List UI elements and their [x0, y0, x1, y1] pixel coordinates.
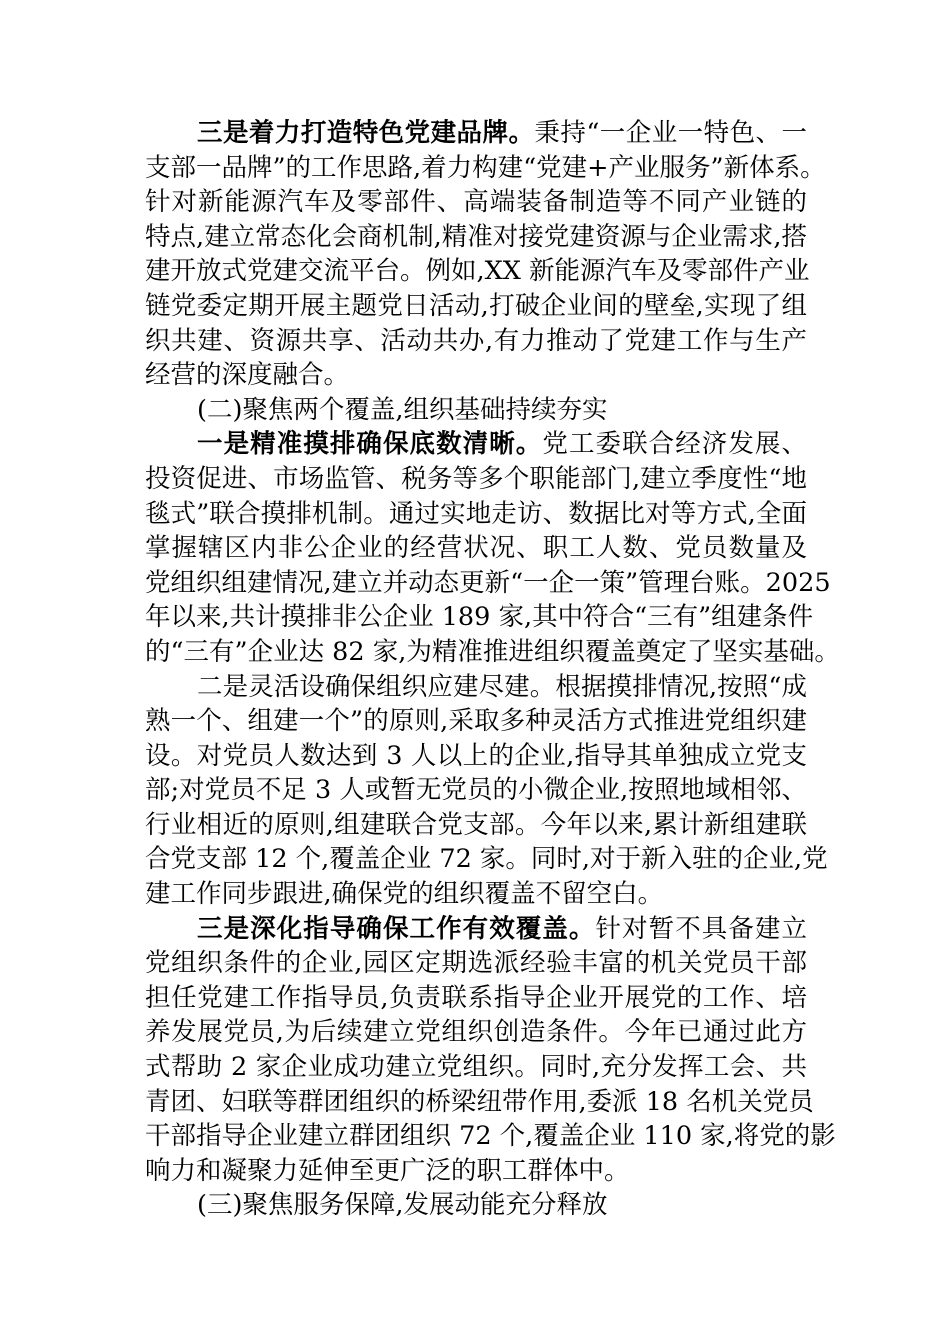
text-line: 建开放式党建交流平台。例如,XX 新能源汽车及零部件产业 — [145, 256, 810, 287]
line-text: 党工委联合经济发展、 — [542, 429, 807, 460]
text-line: 干部指导企业建立群团组织 72 个,覆盖企业 110 家,将党的影 — [145, 1121, 836, 1152]
text-line: 针对新能源汽车及零部件、高端装备制造等不同产业链的 — [145, 187, 807, 218]
section-heading-service-guarantee: (三)聚焦服务保障,发展动能充分释放 — [197, 1190, 608, 1221]
text-line: 毯式”联合摸排机制。通过实地走访、数据比对等方式,全面 — [145, 498, 807, 529]
text-line: 合党支部 12 个,覆盖企业 72 家。同时,对于新入驻的企业,党 — [145, 844, 828, 875]
point-lead: 三是深化指导确保工作有效覆盖。 — [197, 913, 596, 944]
text-line: 部;对党员不足 3 人或暂无党员的小微企业,按照地域相邻、 — [145, 775, 807, 806]
text-line: 青团、妇联等群团组织的桥梁纽带作用,委派 18 名机关党员 — [145, 1086, 814, 1117]
text-line: 年以来,共计摸排非公企业 189 家,其中符合“三有”组建条件 — [145, 602, 814, 633]
text-line: 经营的深度融合。 — [145, 360, 350, 391]
text-line: 织共建、资源共享、活动共办,有力推动了党建工作与生产 — [145, 325, 807, 356]
text-line: 投资促进、市场监管、税务等多个职能部门,建立季度性“地 — [145, 463, 807, 494]
text-line: 养发展党员,为后续建立党组织创造条件。今年已通过此方 — [145, 1017, 807, 1048]
text-line: 链党委定期开展主题党日活动,打破企业间的壁垒,实现了组 — [145, 290, 807, 321]
text-line: 二是灵活设确保组织应建尽建。根据摸排情况,按照“成 — [197, 671, 807, 702]
section-heading-two-coverages: (二)聚焦两个覆盖,组织基础持续夯实 — [197, 394, 608, 425]
text-line — [145, 912, 807, 947]
text-line: 式帮助 2 家企业成功建立党组织。同时,充分发挥工会、共 — [145, 1052, 807, 1083]
paragraph-precise-survey — [145, 427, 840, 669]
text-line: 设。对党员人数达到 3 人以上的企业,指导其单独成立党支 — [145, 740, 807, 771]
point-lead: 一是精准摸排确保底数清晰。 — [197, 429, 543, 460]
document-page — [145, 116, 840, 1223]
line-text: 秉持“一企业一特色、一 — [534, 118, 807, 148]
text-line: 响力和凝聚力延伸至更广泛的职工群体中。 — [145, 1155, 630, 1186]
point-lead: 三是着力打造特色党建品牌。 — [197, 118, 535, 148]
text-line: 掌握辖区内非公企业的经营状况、职工人数、党员数量及 — [145, 533, 807, 564]
text-line: 支部一品牌”的工作思路,着力构建“党建+产业服务”新体系。 — [145, 152, 826, 183]
text-line: 的“三有”企业达 82 家,为精准推进组织覆盖奠定了坚实基础。 — [145, 636, 840, 667]
paragraph-party-brand — [145, 116, 826, 393]
text-line: 行业相近的原则,组建联合党支部。今年以来,累计新组建联 — [145, 809, 807, 840]
text-line — [145, 116, 807, 151]
text-line: 特点,建立常态化会商机制,精准对接党建资源与企业需求,搭 — [145, 221, 807, 252]
text-line — [145, 427, 807, 462]
line-text: 针对暂不具备建立 — [595, 913, 807, 944]
text-line: 党组织条件的企业,园区定期选派经验丰富的机关党员干部 — [145, 948, 807, 979]
text-line: 担任党建工作指导员,负责联系指导企业开展党的工作、培 — [145, 982, 807, 1013]
text-line: 建工作同步跟进,确保党的组织覆盖不留空白。 — [145, 879, 664, 910]
text-line: 党组织组建情况,建立并动态更新“一企一策”管理台账。2025 — [145, 567, 831, 598]
paragraph-deepen-guidance — [145, 912, 836, 1189]
paragraph-flexible-setup — [145, 670, 828, 912]
text-line: 熟一个、组建一个”的原则,采取多种灵活方式推进党组织建 — [145, 706, 807, 737]
